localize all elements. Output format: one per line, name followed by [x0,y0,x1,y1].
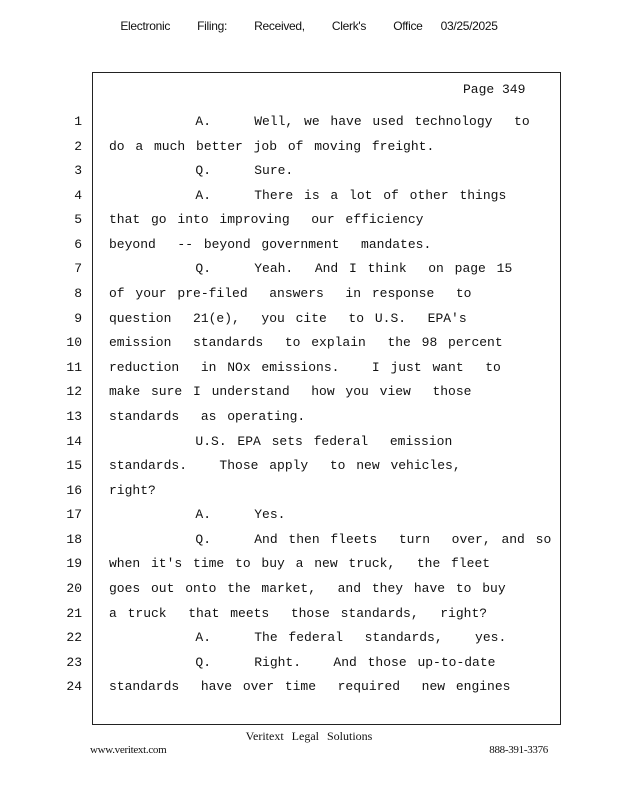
transcript-line: Q. And then fleets turn over, and so [109,532,552,547]
transcript-line: A. There is a lot of other things [109,188,507,203]
transcript-line: when it's time to buy a new truck, the fleet [109,556,491,571]
line-number: 21 [66,606,82,621]
transcript-line: standards. Those apply to new vehicles, [109,458,461,473]
transcript-line: right? [109,483,156,498]
transcript-line: reduction in NOx emissions. I just want to [109,360,501,375]
line-number: 24 [66,679,82,694]
transcript-line: Q. Sure. [109,163,294,178]
line-number: 5 [74,212,82,227]
line-number: 14 [66,434,82,449]
page-number: Page 349 [463,82,526,97]
line-number: 8 [74,286,82,301]
court-reporter-name: Veritext Legal Solutions [245,729,373,743]
line-number: 1 [74,114,82,129]
line-number: 13 [66,409,82,424]
transcript-line: goes out onto the market, and they have to buy [109,581,506,596]
line-number: 10 [66,335,82,350]
line-number: 4 [74,188,82,203]
line-number: 12 [66,384,82,399]
filing-stamp-header: Electronic Filing: Received, Clerk's Office 03/25/2025 [120,19,498,33]
website-url: www.veritext.com [90,744,167,756]
line-number: 9 [74,311,82,326]
line-number: 16 [66,483,82,498]
transcript-line: of your pre-filed answers in response to [109,286,472,301]
line-number: 15 [66,458,82,473]
line-number: 2 [74,139,82,154]
transcript-line: do a much better job of moving freight. [109,139,435,154]
transcript-line: beyond -- beyond government mandates. [109,237,432,252]
transcript-line: standards have over time required new engines [109,679,511,694]
phone-number: 888-391-3376 [489,744,548,756]
transcript-line: standards as operating. [109,409,306,424]
line-number: 7 [74,261,82,276]
transcript-line: a truck that meets those standards, right? [109,606,488,621]
line-number: 17 [66,507,82,522]
transcript-line: A. Well, we have used technology to [109,114,530,129]
transcript-line: A. The federal standards, yes. [109,630,507,645]
transcript-line: A. Yes. [109,507,286,522]
line-number: 19 [66,556,82,571]
transcript-line: Q. Yeah. And I think on page 15 [109,261,513,276]
transcript-line: that go into improving our efficiency [109,212,424,227]
line-number: 23 [66,655,82,670]
transcript-line: emission standards to explain the 98 percent [109,335,503,350]
transcript-line: U.S. EPA sets federal emission [109,434,453,449]
line-number: 20 [66,581,82,596]
transcript-line: make sure I understand how you view those [109,384,472,399]
transcript-line: Q. Right. And those up-to-date [109,655,496,670]
line-number: 3 [74,163,82,178]
line-number: 11 [66,360,82,375]
transcript-line: question 21(e), you cite to U.S. EPA's [109,311,467,326]
line-number: 22 [66,630,82,645]
line-number: 18 [66,532,82,547]
line-number: 6 [74,237,82,252]
